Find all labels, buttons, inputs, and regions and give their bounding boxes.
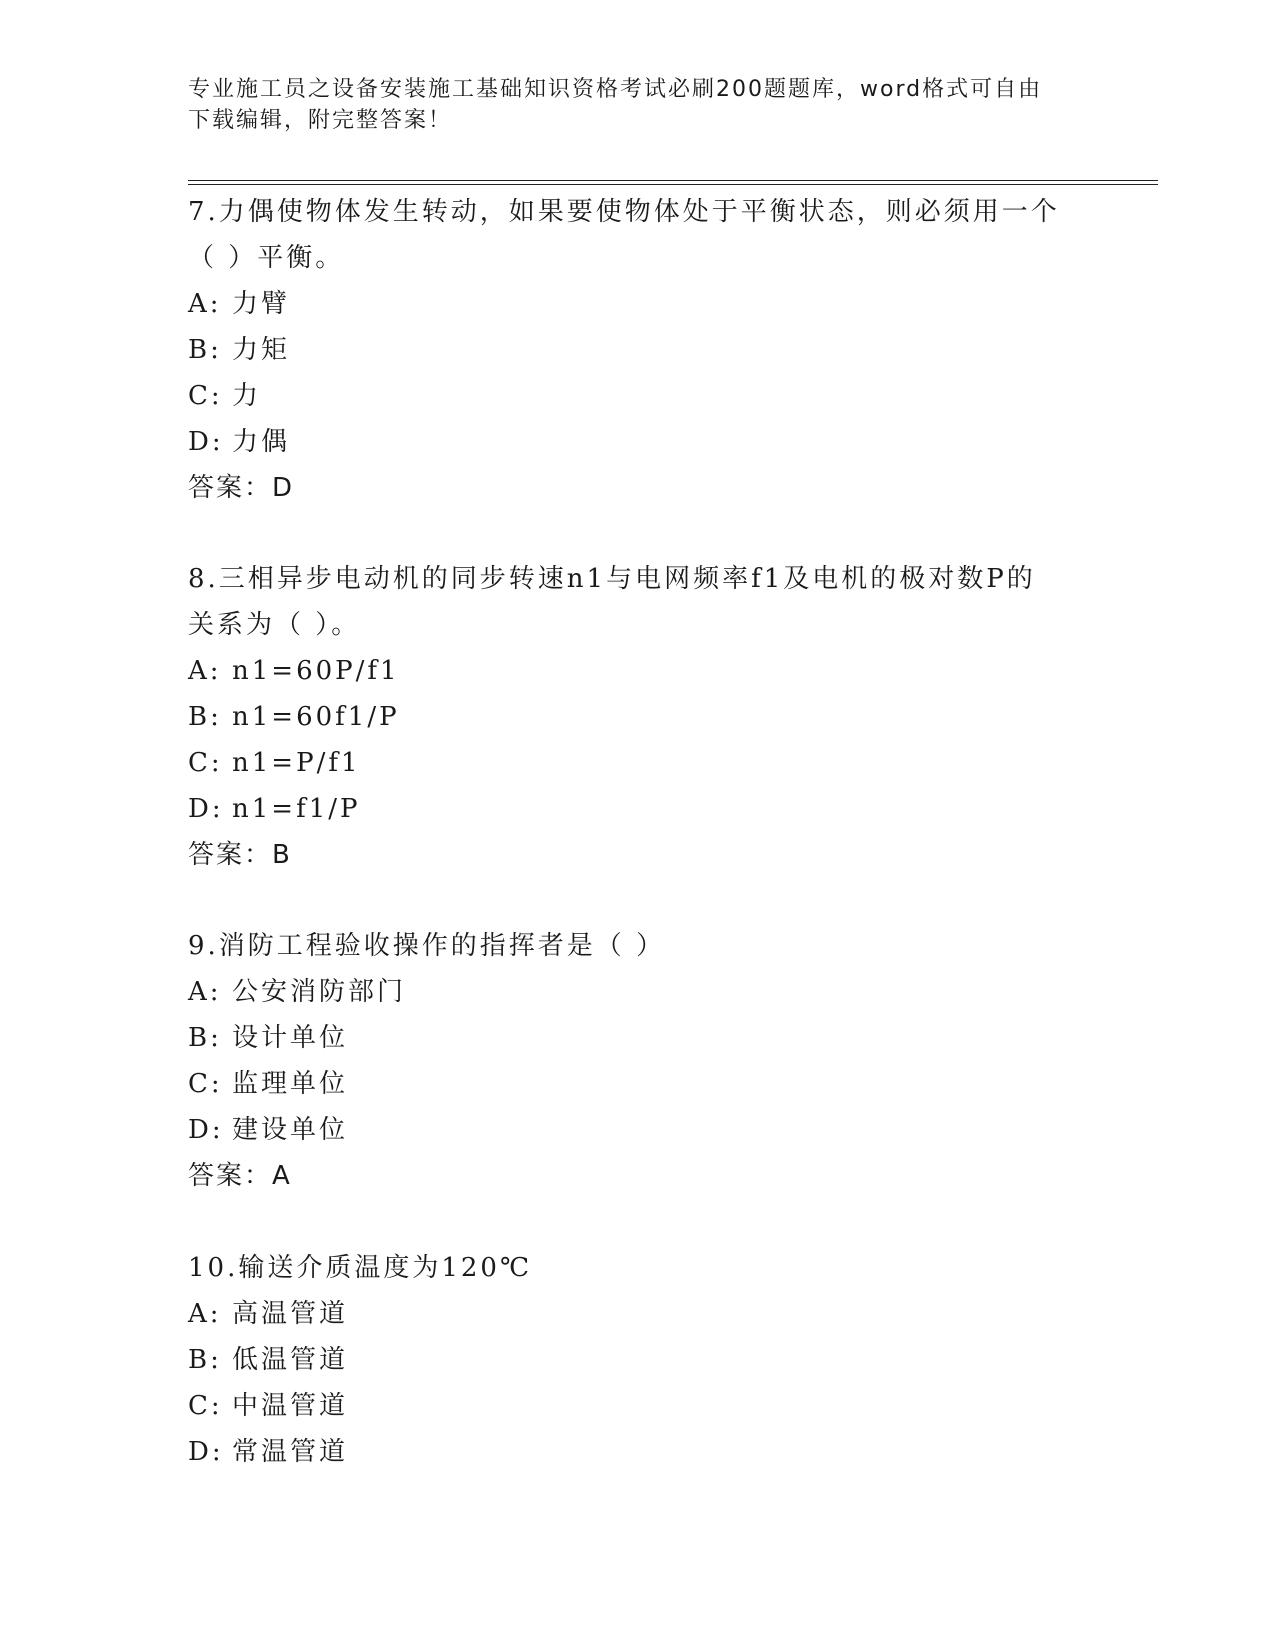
option-text: 设计单位 <box>232 1023 349 1053</box>
option-text: n1=60P/f1 <box>232 656 400 686</box>
option-key: C: <box>188 1069 223 1099</box>
option-text: 力 <box>232 381 262 411</box>
question-stem: 8.三相异步电动机的同步转速n1与电网频率f1及电机的极对数P的 <box>188 564 1036 594</box>
option-key: A: <box>188 1299 222 1329</box>
option-key: D: <box>188 1437 224 1467</box>
option-text: 高温管道 <box>232 1299 349 1329</box>
option-key: A: <box>188 977 222 1007</box>
option-key: A: <box>188 656 222 686</box>
question-stem: 10.输送介质温度为120℃ <box>188 1253 533 1283</box>
option-d <box>188 786 1088 832</box>
option-a <box>188 1291 1088 1337</box>
option-key: B: <box>188 1345 222 1375</box>
option-key: D: <box>188 427 224 457</box>
option-b <box>188 694 1088 740</box>
option-text: n1=60f1/P <box>232 702 400 732</box>
option-text: 建设单位 <box>232 1115 349 1145</box>
option-text: 监理单位 <box>232 1069 349 1099</box>
question-7 <box>188 189 1088 511</box>
header-line-2: 下载编辑，附完整答案！ <box>188 108 453 133</box>
option-d <box>188 419 1088 465</box>
option-key: B: <box>188 1023 222 1053</box>
question-10 <box>188 1245 1088 1475</box>
option-key: B: <box>188 702 222 732</box>
question-8 <box>188 556 1088 878</box>
header-divider-top <box>188 180 1158 181</box>
option-key: A: <box>188 289 222 319</box>
option-key: C: <box>188 748 223 778</box>
option-text: 常温管道 <box>232 1437 349 1467</box>
question-stem-continued: 关系为（ ）。 <box>188 610 361 640</box>
option-a <box>188 969 1088 1015</box>
option-a <box>188 648 1088 694</box>
question-9 <box>188 923 1088 1199</box>
option-d <box>188 1107 1088 1153</box>
option-c <box>188 373 1088 419</box>
option-text: 力臂 <box>232 289 291 319</box>
option-c <box>188 1061 1088 1107</box>
answer-line: 答案：B <box>188 840 292 870</box>
option-c <box>188 1383 1088 1429</box>
option-key: B: <box>188 335 222 365</box>
answer-line: 答案：A <box>188 1161 292 1191</box>
option-text: 力偶 <box>232 427 291 457</box>
document-header <box>188 74 1068 136</box>
option-text: 力矩 <box>232 335 291 365</box>
option-key: D: <box>188 1115 224 1145</box>
option-c <box>188 740 1088 786</box>
question-stem-continued: （ ）平衡。 <box>188 243 345 273</box>
question-stem: 9.消防工程验收操作的指挥者是（ ） <box>188 931 666 961</box>
option-text: n1=f1/P <box>232 794 361 824</box>
option-text: 低温管道 <box>232 1345 349 1375</box>
option-b <box>188 1337 1088 1383</box>
option-a <box>188 281 1088 327</box>
answer-line: 答案：D <box>188 473 295 503</box>
option-b <box>188 1015 1088 1061</box>
option-key: C: <box>188 381 223 411</box>
option-text: n1=P/f1 <box>232 748 361 778</box>
option-d <box>188 1429 1088 1475</box>
question-stem: 7.力偶使物体发生转动，如果要使物体处于平衡状态，则必须用一个 <box>188 197 1060 227</box>
option-text: 中温管道 <box>232 1391 349 1421</box>
header-line-1: 专业施工员之设备安装施工基础知识资格考试必刷200题题库，word格式可自由 <box>188 77 1043 102</box>
option-b <box>188 327 1088 373</box>
option-key: D: <box>188 794 224 824</box>
option-key: C: <box>188 1391 223 1421</box>
header-divider-bottom <box>188 184 1158 185</box>
option-text: 公安消防部门 <box>232 977 407 1007</box>
